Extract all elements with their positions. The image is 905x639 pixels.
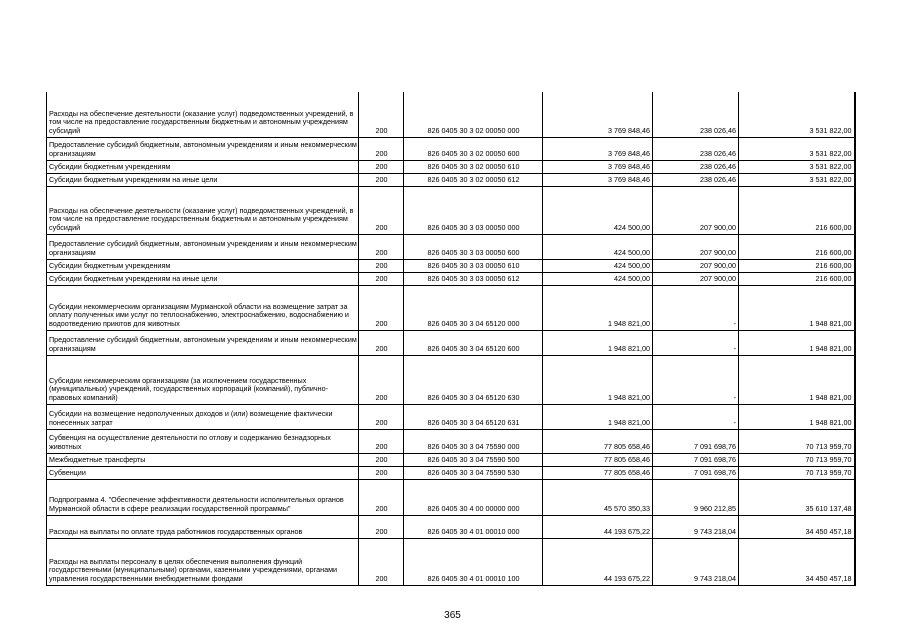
row-name: Субвенции xyxy=(47,466,359,479)
row-kbk: 826 0405 30 3 04 75590 500 xyxy=(404,453,543,466)
table-row xyxy=(47,466,855,479)
row-amount-2: 7 091 698,76 xyxy=(653,466,739,479)
row-code: 200 xyxy=(359,515,404,538)
row-code: 200 xyxy=(359,453,404,466)
row-amount-2: 9 743 218,04 xyxy=(653,515,739,538)
row-amount-total: 424 500,00 xyxy=(543,186,653,234)
row-name: Субсидии некоммерческим организациям (за исключением государственных (муниципальных) учреждений, государственных корпораций (компаний), публично-правовых компаний) xyxy=(47,355,359,404)
row-amount-2: 207 900,00 xyxy=(653,259,739,272)
row-code: 200 xyxy=(359,173,404,186)
row-kbk: 826 0405 30 3 02 00050 000 xyxy=(404,92,543,137)
row-name: Предоставление субсидий бюджетным, автономным учреждениям и иным некоммерческим организациям xyxy=(47,234,359,259)
row-kbk: 826 0405 30 3 04 65120 600 xyxy=(404,330,543,355)
row-amount-3: 35 610 137,48 xyxy=(739,479,855,515)
row-name: Субсидии на возмещение недополученных доходов и (или) возмещение фактически понесенных затрат xyxy=(47,404,359,429)
row-amount-2: 238 026,46 xyxy=(653,173,739,186)
row-amount-total: 424 500,00 xyxy=(543,234,653,259)
row-amount-3: 216 600,00 xyxy=(739,272,855,285)
row-code: 200 xyxy=(359,466,404,479)
row-amount-3: 34 450 457,18 xyxy=(739,538,855,585)
row-amount-total: 77 805 658,46 xyxy=(543,429,653,453)
row-name: Расходы на обеспечение деятельности (оказание услуг) подведомственных учреждений, в том числе на предоставление государственным бюджетным и автономным учреждениям субсидий xyxy=(47,92,359,137)
row-name: Субсидии некоммерческим организациям Мурманской области на возмещение затрат за оплату полученных ими услуг по теплоснабжению, электроснабжению, водоснабжению и водоотведению приютов для животных xyxy=(47,285,359,330)
row-kbk: 826 0405 30 4 00 00000 000 xyxy=(404,479,543,515)
row-code: 200 xyxy=(359,259,404,272)
row-name: Предоставление субсидий бюджетным, автономным учреждениям и иным некоммерческим организациям xyxy=(47,330,359,355)
table-row xyxy=(47,453,855,466)
row-code: 200 xyxy=(359,538,404,585)
row-kbk: 826 0405 30 3 04 65120 630 xyxy=(404,355,543,404)
row-amount-3: 1 948 821,00 xyxy=(739,355,855,404)
page-number: 365 xyxy=(444,610,461,621)
table-row xyxy=(47,330,855,355)
budget-table xyxy=(46,92,856,586)
row-code: 200 xyxy=(359,234,404,259)
row-kbk: 826 0405 30 3 03 00050 610 xyxy=(404,259,543,272)
row-amount-3: 1 948 821,00 xyxy=(739,330,855,355)
table-row xyxy=(47,429,855,453)
row-amount-total: 1 948 821,00 xyxy=(543,330,653,355)
row-amount-2: - xyxy=(653,404,739,429)
row-amount-3: 3 531 822,00 xyxy=(739,160,855,173)
row-amount-3: 3 531 822,00 xyxy=(739,173,855,186)
row-amount-total: 3 769 848,46 xyxy=(543,173,653,186)
row-code: 200 xyxy=(359,404,404,429)
table-row xyxy=(47,92,855,137)
row-code: 200 xyxy=(359,285,404,330)
row-code: 200 xyxy=(359,479,404,515)
row-amount-2: 238 026,46 xyxy=(653,137,739,160)
row-kbk: 826 0405 30 3 04 75590 000 xyxy=(404,429,543,453)
row-amount-total: 3 769 848,46 xyxy=(543,92,653,137)
row-kbk: 826 0405 30 3 03 00050 000 xyxy=(404,186,543,234)
row-amount-3: 216 600,00 xyxy=(739,234,855,259)
row-amount-3: 1 948 821,00 xyxy=(739,285,855,330)
row-name: Субсидии бюджетным учреждениям xyxy=(47,259,359,272)
table-row xyxy=(47,186,855,234)
row-amount-2: 238 026,46 xyxy=(653,160,739,173)
row-name: Расходы на выплаты персоналу в целях обеспечения выполнения функций государственными (муниципальными) органами, казенными учреждениями, органами управления государственными внебюджетными фондами xyxy=(47,538,359,585)
row-name: Расходы на выплаты по оплате труда работников государственных органов xyxy=(47,515,359,538)
row-amount-total: 77 805 658,46 xyxy=(543,466,653,479)
row-amount-3: 3 531 822,00 xyxy=(739,92,855,137)
table-row xyxy=(47,259,855,272)
row-name: Субвенция на осуществление деятельности по отлову и содержанию безнадзорных животных xyxy=(47,429,359,453)
row-amount-total: 44 193 675,22 xyxy=(543,538,653,585)
row-amount-total: 424 500,00 xyxy=(543,272,653,285)
row-kbk: 826 0405 30 3 02 00050 612 xyxy=(404,173,543,186)
row-amount-2: 207 900,00 xyxy=(653,186,739,234)
row-amount-2: 7 091 698,76 xyxy=(653,453,739,466)
row-amount-total: 3 769 848,46 xyxy=(543,137,653,160)
row-code: 200 xyxy=(359,330,404,355)
row-name: Предоставление субсидий бюджетным, автономным учреждениям и иным некоммерческим организациям xyxy=(47,137,359,160)
table-row xyxy=(47,515,855,538)
row-amount-3: 70 713 959,70 xyxy=(739,429,855,453)
table-row xyxy=(47,173,855,186)
row-amount-total: 424 500,00 xyxy=(543,259,653,272)
row-amount-2: - xyxy=(653,355,739,404)
row-amount-2: - xyxy=(653,285,739,330)
row-kbk: 826 0405 30 3 04 75590 530 xyxy=(404,466,543,479)
row-kbk: 826 0405 30 3 04 65120 000 xyxy=(404,285,543,330)
row-amount-total: 3 769 848,46 xyxy=(543,160,653,173)
row-amount-total: 1 948 821,00 xyxy=(543,404,653,429)
row-amount-total: 1 948 821,00 xyxy=(543,355,653,404)
table-row xyxy=(47,479,855,515)
row-kbk: 826 0405 30 4 01 00010 100 xyxy=(404,538,543,585)
row-amount-2: 9 743 218,04 xyxy=(653,538,739,585)
row-code: 200 xyxy=(359,186,404,234)
row-amount-3: 3 531 822,00 xyxy=(739,137,855,160)
row-name: Субсидии бюджетным учреждениям на иные цели xyxy=(47,272,359,285)
row-amount-3: 216 600,00 xyxy=(739,259,855,272)
row-name: Межбюджетные трансферты xyxy=(47,453,359,466)
row-code: 200 xyxy=(359,272,404,285)
row-kbk: 826 0405 30 4 01 00010 000 xyxy=(404,515,543,538)
row-kbk: 826 0405 30 3 03 00050 612 xyxy=(404,272,543,285)
budget-table-body xyxy=(47,92,855,585)
row-amount-total: 1 948 821,00 xyxy=(543,285,653,330)
row-code: 200 xyxy=(359,355,404,404)
row-amount-2: 7 091 698,76 xyxy=(653,429,739,453)
row-amount-2: 207 900,00 xyxy=(653,234,739,259)
row-name: Субсидии бюджетным учреждениям на иные цели xyxy=(47,173,359,186)
row-code: 200 xyxy=(359,92,404,137)
row-amount-3: 1 948 821,00 xyxy=(739,404,855,429)
row-amount-3: 70 713 959,70 xyxy=(739,453,855,466)
row-kbk: 826 0405 30 3 02 00050 610 xyxy=(404,160,543,173)
row-kbk: 826 0405 30 3 02 00050 600 xyxy=(404,137,543,160)
row-code: 200 xyxy=(359,137,404,160)
table-row xyxy=(47,272,855,285)
row-amount-3: 216 600,00 xyxy=(739,186,855,234)
row-code: 200 xyxy=(359,429,404,453)
table-row xyxy=(47,160,855,173)
row-code: 200 xyxy=(359,160,404,173)
table-row xyxy=(47,285,855,330)
row-name: Субсидии бюджетным учреждениям xyxy=(47,160,359,173)
table-row xyxy=(47,355,855,404)
table-row xyxy=(47,404,855,429)
row-kbk: 826 0405 30 3 03 00050 600 xyxy=(404,234,543,259)
row-amount-total: 77 805 658,46 xyxy=(543,453,653,466)
table-row xyxy=(47,538,855,585)
table-row xyxy=(47,234,855,259)
row-amount-3: 34 450 457,18 xyxy=(739,515,855,538)
row-amount-2: 238 026,46 xyxy=(653,92,739,137)
table-row xyxy=(47,137,855,160)
row-amount-total: 44 193 675,22 xyxy=(543,515,653,538)
row-name: Расходы на обеспечение деятельности (оказание услуг) подведомственных учреждений, в том числе на предоставление государственным бюджетным и автономным учреждениям субсидий xyxy=(47,186,359,234)
row-amount-3: 70 713 959,70 xyxy=(739,466,855,479)
row-amount-2: 9 960 212,85 xyxy=(653,479,739,515)
row-name: Подпрограмма 4. "Обеспечение эффективности деятельности исполнительных органов Мурманской области в сфере реализации государственной программы" xyxy=(47,479,359,515)
row-amount-total: 45 570 350,33 xyxy=(543,479,653,515)
row-kbk: 826 0405 30 3 04 65120 631 xyxy=(404,404,543,429)
row-amount-2: - xyxy=(653,330,739,355)
row-amount-2: 207 900,00 xyxy=(653,272,739,285)
